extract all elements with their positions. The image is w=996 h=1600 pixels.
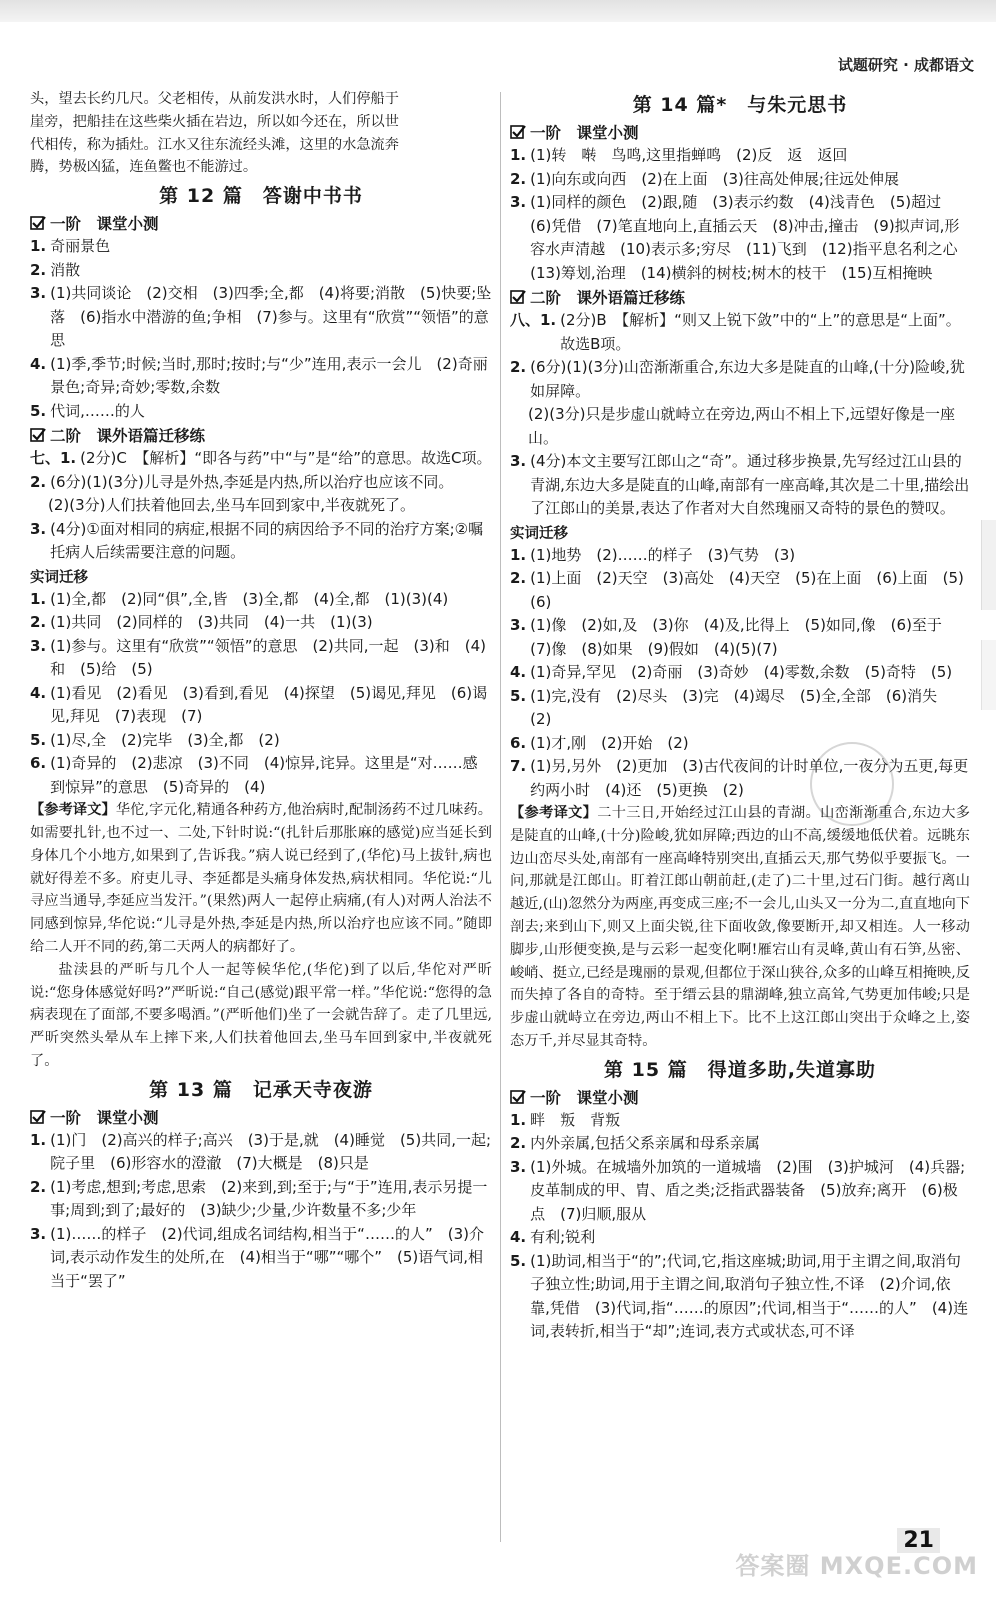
ref-label: 【参考译文】 (30, 802, 116, 819)
reference-translation-2: 盐渎县的严昕与几个人一起等候华佗,(华佗)到了以后,华佗对严昕说:“您身体感觉好吗?”严昕说:“自己(感觉)跟平常一样。”华佗说:“您得的急病表现在了面部,不要多喝酒。”(严昕他们)坐了一会就告辞了。走了几里远,严昕突然头晕从车上摔下来,人们扶着他回去,坐马车回到家中,半夜就死了。 (30, 961, 492, 1069)
answer-item: 3. (1)外城。在城墙外加筑的一道城墙 (2)围 (3)护城河 (4)兵器;皮革制成的甲、胄、盾之类;泛指武器装备 (5)放弃;离开 (6)极点 (7)归顺,服从 (510, 1157, 966, 1223)
answer-item: 1. 奇丽景色 (30, 237, 111, 256)
sub-heading: 实词迁移 (510, 525, 568, 542)
answer-item: (2)(3分)人们扶着他回去,坐马车回到家中,半夜就死了。 (48, 496, 416, 515)
stage-label: 一阶 课堂小测 (530, 1088, 639, 1107)
reference-translation: 【参考译文】华佗,字元化,精通各种药方,他治病时,配制汤药不过几味药。如需要扎针,也不过一、二处,下针时说:“(扎针后那胀麻的感觉)应当延长到身体几个小地方,如果到了,告诉我。”病人说已经到了,(华佗)马上拔针,病也就好得差不多。府吏儿寻、李延都是头痛身体发热,病状相同。华佗说:“儿寻应当通导,李延应当发汗。”(果然)两人一起停止病痛,(有人)对两人治法不同感到惊异,华佗说:“儿寻是外热,李延是内热,所以治疗也应该不同。”随即给二人开不同的药,第二天两人的病都好了。 (30, 802, 492, 955)
answer-item: 1. (1)全,都 (2)同“俱”,全,皆 (3)全,都 (4)全,都 (1)(3)(4) (30, 589, 449, 608)
check-icon (510, 1089, 526, 1105)
reference-translation: 【参考译文】二十三日,开始经过江山县的青湖。山峦渐渐重合,东边大多是陡直的山峰,(十分)险峻,犹如屏障;西边的山不高,缓缓地低伏着。远眺东边山峦尽头处,南部有一座高峰特别突出,直插云天,那气势似乎要振飞。一问,那就是江郎山。盯着江郎山朝前赶,(走了)二十里,过石门街。越行离山越近,(山)忽然分为两座,再变成三座;不一会儿,山头又一分为二,直直地向下剖去;来到山下,则又上面尖锐,往下面收敛,像要断开,却又相连。人一移动脚步,山形便变换,是与云彩一起变化啊!雁宕山有灵峰,黄山有石笋,丛密、峻峭、挺立,已经是瑰丽的景观,但都位于深山狭谷,众多的山峰互相掩映,反而失掉了各自的奇特。至于缙云县的鼎湖峰,独立高耸,气势更加伟峻;只是步虚山就峙立在旁边,两山不相上下。比不上这江郎山突出于众峰之上,姿态万千,并尽显其奇特。 (510, 805, 970, 1049)
answer-item: 1. (1)门 (2)高兴的样子;高兴 (3)于是,就 (4)睡觉 (5)共同,一起;院子里 (6)形容水的澄澈 (7)大概是 (8)只是 (30, 1130, 492, 1173)
answer-item: 2. (6分)(1)(3分)儿寻是外热,李延是内热,所以治疗也应该不同。 (30, 472, 454, 491)
answer-item: 2. (1)上面 (2)天空 (3)高处 (4)天空 (5)在上面 (6)上面 (5) (6) (510, 569, 979, 611)
stage-label: 一阶 课堂小测 (50, 215, 159, 234)
watermark-text: 答案圈 MXQE.COM (735, 1552, 978, 1580)
answer-item: 3. (1)……的样子 (2)代词,组成名词结构,相当于“……的人” (3)介词,表示动作发生的处所,在 (4)相当于“哪”“哪个” (5)语气词,相当于“罢了” (30, 1224, 484, 1290)
right-column (510, 88, 979, 1344)
section-title-13: 第 13 篇 记承天寺夜游 (149, 1078, 373, 1101)
answer-item: (2)(3分)只是步虚山就峙立在旁边,两山不相上下,远望好像是一座山。 (528, 405, 956, 447)
check-icon (30, 1109, 46, 1125)
stage-heading (510, 121, 970, 143)
answer-item: 3. (4分)本文主要写江郎山之“奇”。通过移步换景,先写经过江山县的青湖,东边大多是陡直的山峰,南部有一座高峰,其次是二十里,描绘出了江郎山的美景,表达了作者对大自然瑰丽又奇特的景色的赞叹。 (510, 452, 970, 517)
answer-item: 6. (1)才,刚 (2)开始 (2) (510, 733, 689, 752)
answer-item: 3. (4分)①面对相同的病症,根据不同的病因给予不同的治疗方案;②嘱托病人后续需要注意的问题。 (30, 519, 484, 562)
side-tab (981, 520, 996, 610)
left-column (30, 88, 492, 1293)
top-gray-bar (0, 0, 996, 22)
check-icon (510, 289, 526, 305)
stage-label: 二阶 课外语篇迁移练 (530, 289, 686, 307)
sub-heading: 实词迁移 (30, 569, 88, 586)
answer-item: 3. (1)像 (2)如,及 (3)你 (4)及,比得上 (5)如同,像 (6)至于 (7)像 (8)如果 (9)假如 (4)(5)(7) (510, 616, 957, 658)
intro-line: 代相传，称为插灶。江水又往东流经头滩，这里的水急流奔 (30, 136, 399, 153)
stage-heading (30, 212, 492, 234)
answer-item: 4. 有利;锐利 (510, 1228, 596, 1247)
intro-line: 腾，势极凶猛，连鱼鳖也不能游过。 (30, 159, 258, 176)
stage-heading (30, 1106, 492, 1128)
side-tab-lower (981, 640, 996, 710)
answer-item: 4. (1)季,季节;时候;当时,那时;按时;与“少”连用,表示一会儿 (2)奇丽景色;奇异;奇妙;零数,余数 (30, 354, 488, 397)
answer-item: 5. (1)助词,相当于“的”;代词,它,指这座城;助词,用于主谓之间,取消句子独立性;助词,用于主谓之间,取消句子独立性,不译 (2)介词,依靠,凭借 (3)代词,指“……的原因”;代词,相当于“……的人” (4)连词,表转折,相当于“却”;连词,表方式或状态,可不译 (510, 1251, 969, 1341)
answer-item: 2. (1)向东或向西 (2)在上面 (3)往高处伸展;往远处伸展 (510, 169, 899, 188)
answer-item: 1. 畔 叛 背叛 (510, 1110, 621, 1129)
answer-item: 2. (6分)(1)(3分)山峦渐渐重合,东边大多是陡直的山峰,(十分)险峻,犹如屏障。 (510, 358, 965, 400)
answer-item: 七、1. (2分)C 【解析】“即各与药”中“与”是“给”的意思。故选C项。 (30, 449, 492, 468)
answer-item: 5. (1)尽,全 (2)完毕 (3)全,都 (2) (30, 730, 280, 749)
section-title-15: 第 15 篇 得道多助,失道寡助 (604, 1058, 876, 1081)
answer-item: 1. (1)转 啭 鸟鸣,这里指蝉鸣 (2)反 返 返回 (510, 146, 848, 164)
answer-item: 5. (1)完,没有 (2)尽头 (3)完 (4)竭尽 (5)全,全部 (6)消失 (2) (510, 686, 953, 728)
answer-item: 3. (1)同样的颜色 (2)跟,随 (3)表示约数 (4)浅青色 (5)超过 (6)凭借 (7)笔直地向上,直插云天 (8)冲击,撞击 (9)拟声词,形容水声清越 (10)表示多;穷尽 (11)飞到 (12)指平息名利之心 (13)筹划,治理 (14)横斜的树枝;树木的枝干 (15)互相掩映 (510, 193, 973, 282)
stage-label: 一阶 课堂小测 (530, 124, 639, 142)
answer-item: 2. (1)共同 (2)同样的 (3)共同 (4)一共 (1)(3) (30, 613, 373, 632)
section-title-14: 第 14 篇* 与朱元思书 (632, 94, 848, 116)
answer-item: 3. (1)共同谈论 (2)交相 (3)四季;全,都 (4)将要;消散 (5)快要;坠落 (6)指水中潜游的鱼;争相 (7)参与。这里有“欣赏”“领悟”的意思 (30, 284, 492, 350)
column-divider (500, 92, 501, 1542)
ref-label: 【参考译文】 (510, 805, 598, 821)
answer-item: 2. 消散 (30, 260, 81, 279)
intro-line: 头，望去长约几尺。父老相传，从前发洪水时，人们停船于 (30, 91, 399, 107)
answer-item: 5. 代词,……的人 (30, 401, 145, 420)
stage-heading (510, 1086, 970, 1108)
page-number: 21 (897, 1528, 940, 1553)
intro-line: 崖旁，把船挂在这些柴火插在岩边，所以如今还在，所以世 (30, 113, 399, 130)
answer-item: 4. (1)奇异,罕见 (2)奇丽 (3)奇妙 (4)零数,余数 (5)奇特 (5) (510, 663, 953, 681)
answer-item: 4. (1)看见 (2)看见 (3)看到,看见 (4)探望 (5)谒见,拜见 (6)谒见,拜见 (7)表现 (7) (30, 683, 488, 726)
answer-item: 2. 内外亲属,包括父系亲属和母系亲属 (510, 1134, 760, 1153)
check-icon (30, 427, 46, 443)
stage-heading (510, 286, 970, 308)
answer-item: 6. (1)奇异的 (2)悲凉 (3)不同 (4)惊异,诧异。这里是“对……感到惊异”的意思 (5)奇异的 (4) (30, 754, 478, 796)
check-icon (30, 215, 46, 231)
answer-item: 2. (1)考虑,想到;考虑,思索 (2)来到,到;至于;与“于”连用,表示另提一事;周到;到了;最好的 (3)缺少;少量,少许数量不多;少年 (30, 1177, 488, 1220)
answer-item: 3. (1)参与。这里有“欣赏”“领悟”的意思 (2)共同,一起 (3)和 (4)和 (5)给 (5) (30, 636, 486, 679)
stage-heading (30, 424, 492, 446)
answer-item: 7. (1)另,另外 (2)更加 (3)古代夜间的计时单位,一夜分为五更,每更约两小时 (4)还 (5)更换 (2) (510, 757, 969, 799)
check-icon (510, 124, 526, 140)
section-title-12: 第 12 篇 答谢中书书 (159, 185, 363, 208)
page-header: 试题研究 · 成都语文 (837, 56, 974, 74)
stage-label: 一阶 课堂小测 (50, 1108, 159, 1127)
answer-item: 八、1. (2分)B 【解析】“则又上锐下敛”中的“上”的意思是“上面”。故选B项。 (510, 311, 961, 353)
answer-item: 1. (1)地势 (2)……的样子 (3)气势 (3) (510, 545, 796, 564)
stage-label: 二阶 课外语篇迁移练 (50, 427, 206, 446)
